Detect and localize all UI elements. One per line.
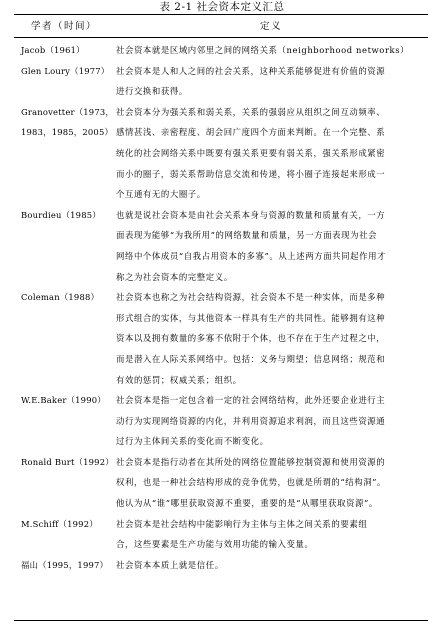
- definition-line: 社会资本本质上就是信任。: [116, 559, 224, 570]
- table-row: [14, 452, 428, 514]
- definition-line: 称之为社会资本的完整定义。: [116, 271, 233, 282]
- table-row: [14, 61, 428, 102]
- definition-line: 也就是说社会资本是由社会关系本身与资源的数量和质量有关，一方: [116, 209, 386, 220]
- scholar-cell: Coleman（1988）: [21, 292, 100, 303]
- definition-line: 而是潜入在人际关系网络中。包括：义务与期望；信息网络；规范和: [116, 353, 386, 364]
- definition-cell: [114, 205, 428, 287]
- scholar-cell: M.Schiff（1992）: [21, 518, 98, 529]
- definition-line: 感情甚浅、亲密程度、胡会回广度四个方面来判断。在一个完整、系: [116, 127, 386, 138]
- definition-line: 有效的惩罚；权威关系；组织。: [116, 374, 242, 385]
- definition-line: 网络中个体成员“自我占用资本的多寡”。从上述两方面共同起作用才: [116, 250, 387, 261]
- header-rule: [14, 37, 428, 38]
- table-row: [14, 514, 428, 555]
- definition-cell: [114, 390, 428, 452]
- definition-line: 社会资本是人和人之间的社会关系，这种关系能够促进有价值的资源: [116, 65, 386, 76]
- definition-line: 形式组合的实体，与其他资本一样具有生产的共同性。能够拥有这种: [116, 312, 386, 323]
- table-row: [14, 287, 428, 390]
- definition-line: 而小的圈子，弱关系帮助信息交流和传递，将小圈子连接起来形成一: [116, 168, 386, 179]
- scholar-cell: 福山（1995，1997）: [21, 559, 109, 570]
- definition-line: 个互通有无的大圈子。: [116, 189, 206, 200]
- definition-cell: [114, 514, 428, 555]
- scholar-cell: Bourdieu（1985）: [21, 209, 101, 220]
- bottom-rule: [14, 620, 428, 621]
- definition-cell: [114, 287, 428, 390]
- definition-line: 合，这些要素是生产功能与效用功能的输入变量。: [116, 539, 314, 550]
- table-body: [14, 40, 428, 575]
- definition-line: 动行为实现网络资源的内化，并利用资源追求利润，而且这些资源通: [116, 415, 386, 426]
- definition-line: 社会资本就是区域内邻里之间的网络关系（neighborhood networks）: [116, 45, 410, 55]
- scholar-cell: Glen Loury（1977）: [21, 65, 110, 76]
- table-row: [14, 102, 428, 205]
- scholar-cell: Ronald Burt（1992）: [21, 456, 114, 467]
- scholar-cell: Jacob（1961）: [21, 45, 85, 55]
- scholar-cell: Granovetter（1973， 1983，1985，2005）: [21, 106, 114, 138]
- definition-line: 统化的社会网络关系中既要有强关系更要有弱关系，强关系形成紧密: [116, 147, 386, 158]
- definition-cell: [114, 102, 428, 205]
- definition-cell: [114, 61, 428, 102]
- definition-line: 权利，也是一种社会结构形成的竞争优势，也就是所谓的“结构洞”。: [116, 477, 387, 488]
- table-row: [14, 390, 428, 452]
- definition-cell: [114, 40, 428, 61]
- table-row: [14, 205, 428, 287]
- definition-line: 社会资本是社会结构中能影响行为主体与主体之间关系的要素组: [116, 518, 368, 529]
- definition-cell: [114, 452, 428, 514]
- definition-cell: [114, 555, 428, 576]
- column-header-scholar: 学者（时间）: [30, 21, 97, 32]
- scholar-cell: W.E.Baker（1990）: [21, 395, 106, 406]
- definition-line: 进行交换和获得。: [116, 86, 188, 97]
- definition-line: 过行为主体间关系的变化而不断变化。: [116, 436, 269, 447]
- top-rule: [14, 14, 428, 15]
- definition-line: 他认为从“谁”哪里获取资源不重要，重要的是“从哪里获取资源”。: [116, 498, 378, 509]
- definition-line: 社会资本是指一定包含着一定的社会网络结构，此外还要企业进行主: [116, 395, 386, 406]
- definition-line: 面表现为能够“为我所用”的网络数量和质量，另一方面表现为社会: [116, 230, 378, 241]
- table-row: [14, 40, 428, 61]
- definition-line: 资本以及拥有数量的多寡不依附于个体，也不存在于生产过程之中，: [116, 333, 386, 344]
- table-caption: 表 2-1 社会资本定义汇总: [159, 1, 285, 13]
- table-row: [14, 555, 428, 576]
- definition-line: 社会资本是指行动者在其所处的网络位置能够控制资源和使用资源的: [116, 456, 386, 467]
- definition-line: 社会资本也称之为社会结构资源，社会资本不是一种实体，而是多种: [116, 292, 386, 303]
- definition-line: 社会资本分为强关系和弱关系，关系的强弱应从组织之间互动频率、: [116, 106, 386, 117]
- column-header-definition: 定义: [259, 21, 282, 32]
